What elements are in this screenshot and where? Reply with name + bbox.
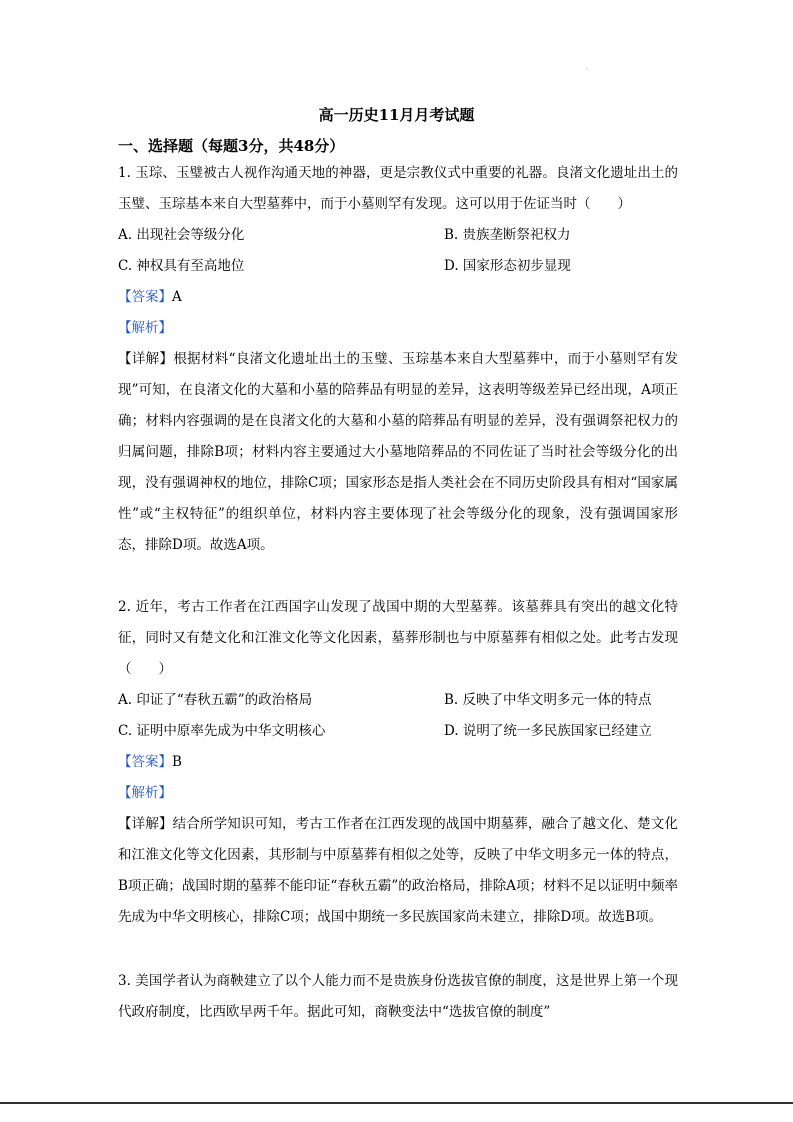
options-row — [118, 716, 678, 747]
detail-paragraph — [118, 344, 678, 561]
detail-text: 结合所学知识可知，考古工作者在江西发现的战国中期墓葬，融合了越文化、楚文化和江淮文化等文化因素，其形制与中原墓葬有相似之处等，反映了中华文明多元一体的特点，B项正确；战国时期的墓葬不能印证“春秋五霸”的政治格局，排除A项；材料不足以证明中频率先成为中华文明核心，排除C项；战国中期统一多民族国家尚未建立，排除D项。故选B项。 — [118, 816, 679, 925]
option-b: B. 反映了中华文明多元一体的特点 — [444, 692, 652, 708]
option-c: C. 神权具有至高地位 — [118, 258, 245, 274]
option-a: A. 出现社会等级分化 — [118, 227, 245, 243]
options-row — [118, 685, 678, 716]
options-row — [118, 220, 678, 251]
answer-value: A — [172, 289, 182, 305]
analysis-line — [118, 778, 678, 809]
answer-tag: 【答案】 — [118, 289, 172, 305]
options-row — [118, 251, 678, 282]
option-d: D. 说明了统一多民族国家已经建立 — [444, 723, 652, 739]
option-c: C. 证明中原率先成为中华文明核心 — [118, 723, 326, 739]
page-bottom-rule — [0, 1102, 793, 1104]
answer-tag: 【答案】 — [118, 754, 172, 770]
question-1 — [118, 158, 678, 561]
corner-mark: . — [586, 64, 588, 71]
answer-value: B — [172, 754, 182, 770]
detail-paragraph — [118, 809, 678, 933]
question-2 — [118, 592, 678, 933]
page-title: 高一历史11月月考试题 — [318, 106, 475, 124]
question-stem: 2. 近年，考古工作者在江西国字山发现了战国中期的大型墓葬。该墓葬具有突出的越文化特征，同时又有楚文化和江淮文化等文化因素，墓葬形制也与中原墓葬有相似之处。此考古发现（ ） — [118, 599, 678, 677]
analysis-line — [118, 313, 678, 344]
answer-line — [118, 282, 678, 313]
analysis-tag: 【解析】 — [118, 320, 172, 336]
detail-tag: 【详解】 — [118, 351, 174, 367]
option-b: B. 贵族垄断祭祀权力 — [444, 227, 571, 243]
answer-line — [118, 747, 678, 778]
question-stem: 3. 美国学者认为商鞅建立了以个人能力而不是贵族身份选拔官僚的制度，这是世界上第一个现代政府制度，比西欧早两千年。据此可知，商鞅变法中“选拔官僚的制度” — [118, 973, 678, 1020]
detail-tag: 【详解】 — [118, 816, 173, 832]
option-a: A. 印证了“春秋五霸”的政治格局 — [118, 692, 313, 708]
section-heading: 一、选择题（每题3分，共48分） — [118, 137, 345, 155]
option-d: D. 国家形态初步显现 — [444, 258, 571, 274]
question-3 — [118, 966, 678, 1028]
question-stem: 1. 玉琮、玉璧被古人视作沟通天地的神器，更是宗教仪式中重要的礼器。良渚文化遗址出土的玉璧、玉琮基本来自大型墓葬中，而于小墓则罕有发现。这可以用于佐证当时（ ） — [118, 165, 678, 212]
analysis-tag: 【解析】 — [118, 785, 172, 801]
detail-text: 根据材料“良渚文化遗址出土的玉璧、玉琮基本来自大型墓葬中，而于小墓则罕有发现”可知，在良渚文化的大墓和小墓的陪葬品有明显的差异，这表明等级差异已经出现，A项正确；材料内容强调的是在良渚文化的大墓和小墓的陪葬品有明显的差异，没有强调祭祀权力的归属问题，排除B项；材料内容主要通过大小墓地陪葬品的不同佐证了当时社会等级分化的出现，没有强调神权的地位，排除C项；国家形态是指人类社会在不同历史阶段具有相对“国家属性”或“主权特征”的组织单位，材料内容主要体现了社会等级分化的现象，没有强调国家形态，排除D项。故选A项。 — [118, 351, 678, 553]
